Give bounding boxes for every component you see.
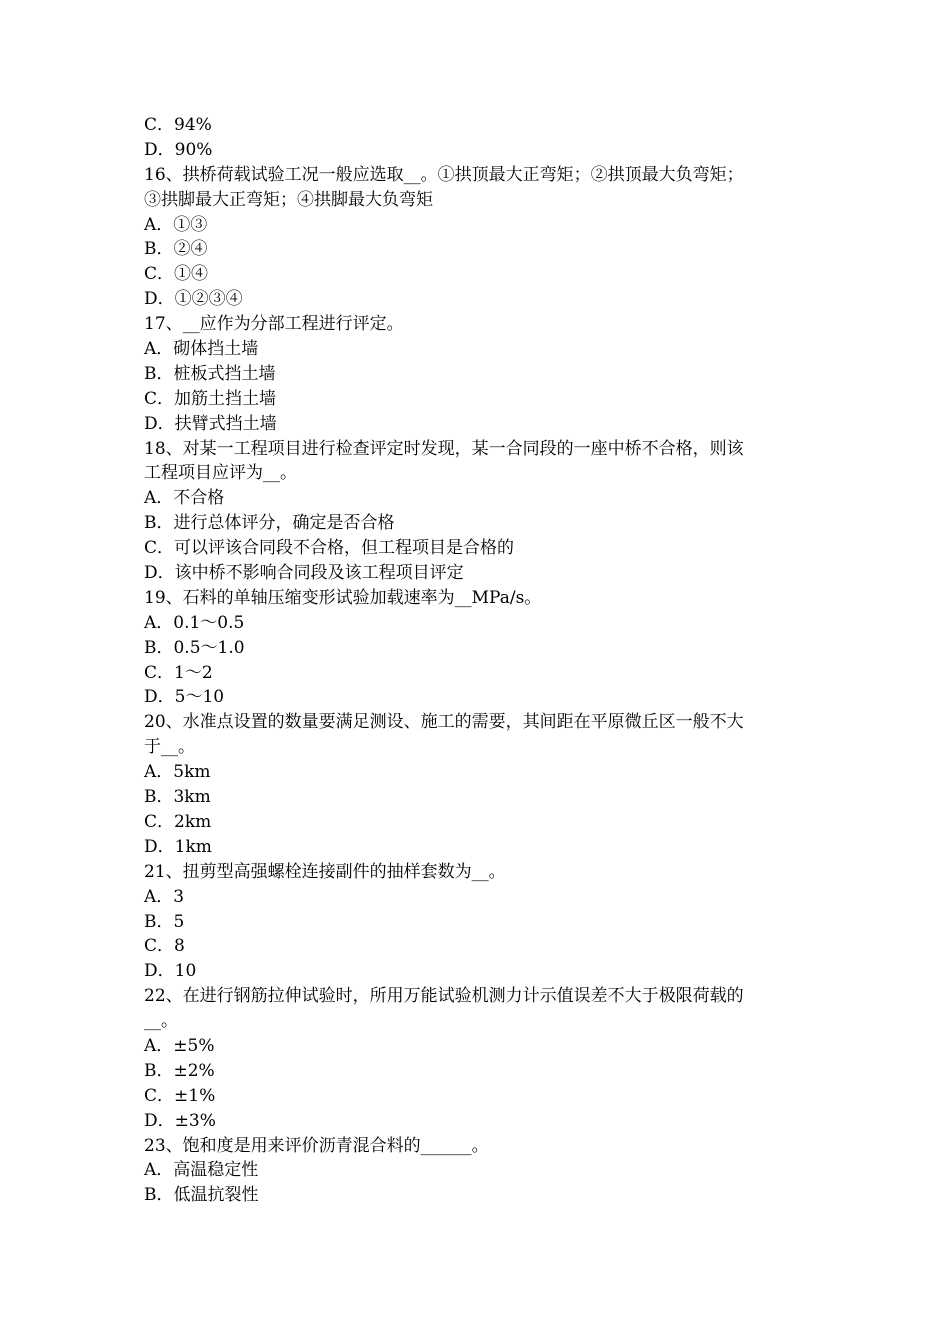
text-line: C．①④ — [144, 264, 209, 285]
text-line: __。 — [144, 1011, 178, 1032]
text-line: A．砌体挡土墙 — [144, 339, 259, 360]
text-line: C．±1% — [144, 1085, 216, 1106]
text-line: 于__。 — [144, 737, 195, 758]
text-line: 19、石料的单轴压缩变形试验加载速率为__MPa/s。 — [144, 587, 542, 608]
text-line: 21、扭剪型高强螺栓连接副件的抽样套数为__。 — [144, 861, 506, 882]
text-line: D．①②③④ — [144, 289, 243, 310]
text-line: B．②④ — [144, 239, 208, 260]
text-line: 16、拱桥荷载试验工况一般应选取__。①拱顶最大正弯矩；②拱顶最大负弯矩； — [144, 164, 744, 185]
text-line: B．进行总体评分，确定是否合格 — [144, 513, 395, 534]
text-line: A．①③ — [144, 214, 208, 235]
document-page — [144, 113, 816, 1208]
text-line: 22、在进行钢筋拉伸试验时，所用万能试验机测力计示值误差不大于极限荷载的 — [144, 986, 744, 1007]
text-line: A．高温稳定性 — [144, 1160, 259, 1181]
text-line: D．±3% — [144, 1110, 216, 1131]
text-line: A．0.1～0.5 — [144, 612, 245, 633]
text-line: B．3km — [144, 787, 211, 808]
text-line: D．该中桥不影响合同段及该工程项目评定 — [144, 563, 464, 584]
text-line: 23、饱和度是用来评价沥青混合料的______。 — [144, 1135, 489, 1156]
text-line: B．0.5～1.0 — [144, 637, 245, 658]
text-line: A．5km — [144, 762, 211, 783]
text-line: A．3 — [144, 886, 185, 907]
text-line: B．桩板式挡土墙 — [144, 363, 276, 384]
text-line: D．90% — [144, 139, 213, 160]
text-line: C．加筋土挡土墙 — [144, 388, 277, 409]
text-line: 20、水准点设置的数量要满足测设、施工的需要，其间距在平原微丘区一般不大 — [144, 712, 744, 733]
text-line: 工程项目应评为__。 — [144, 463, 297, 484]
text-line: B．±2% — [144, 1060, 215, 1081]
text-line: D．5～10 — [144, 687, 225, 708]
text-line: C．1～2 — [144, 662, 213, 683]
text-line: C．94% — [144, 115, 212, 135]
text-line: A．±5% — [144, 1035, 215, 1056]
text-line: D．扶臂式挡土墙 — [144, 413, 277, 434]
text-line: C．可以评该合同段不合格，但工程项目是合格的 — [144, 538, 515, 559]
text-line: 17、__应作为分部工程进行评定。 — [144, 314, 404, 335]
text-line: B．5 — [144, 911, 185, 932]
text-line: C．2km — [144, 811, 212, 832]
text-line: 18、对某一工程项目进行检查评定时发现，某一合同段的一座中桥不合格，则该 — [144, 438, 744, 459]
text-line: D．1km — [144, 836, 212, 857]
text-line: D．10 — [144, 961, 197, 982]
text-line: C．8 — [144, 936, 185, 957]
text-line: B．低温抗裂性 — [144, 1185, 259, 1206]
text-line: ③拱脚最大正弯矩；④拱脚最大负弯矩 — [144, 189, 433, 210]
text-line: A．不合格 — [144, 488, 225, 509]
